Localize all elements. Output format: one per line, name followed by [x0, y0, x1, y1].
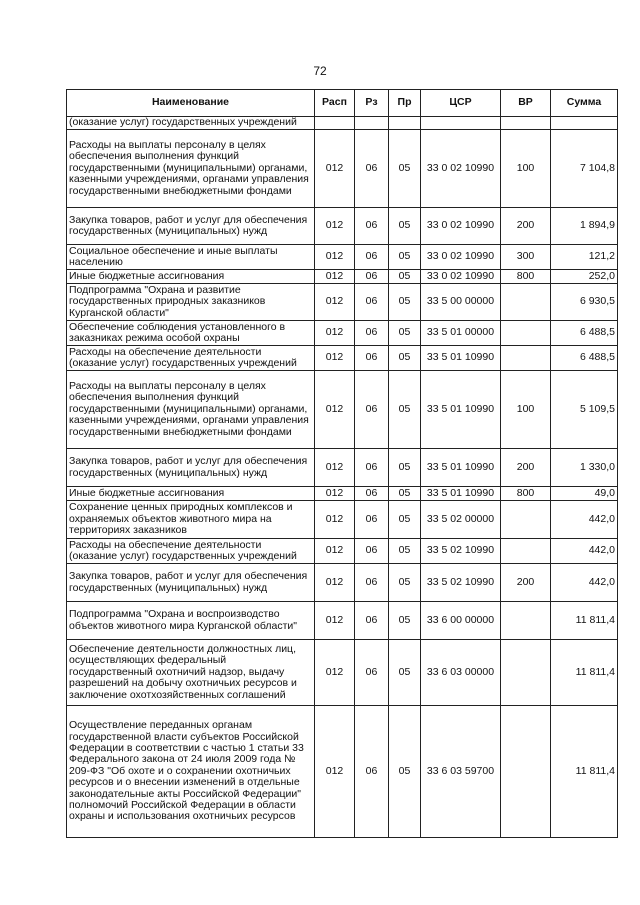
row-pr: 05 — [389, 706, 421, 838]
row-csr: 33 5 01 10990 — [421, 487, 501, 501]
row-rz — [355, 117, 389, 130]
table-row — [67, 501, 618, 539]
row-vr — [501, 284, 551, 321]
row-sum: 11 811,4 — [551, 706, 618, 838]
row-sum: 6 488,5 — [551, 321, 618, 346]
row-csr: 33 6 03 59700 — [421, 706, 501, 838]
row-csr: 33 5 00 00000 — [421, 284, 501, 321]
table-row — [67, 640, 618, 706]
row-sum: 11 811,4 — [551, 640, 618, 706]
table-row — [67, 706, 618, 838]
row-rz: 06 — [355, 321, 389, 346]
table-row — [67, 270, 618, 284]
row-csr: 33 5 01 10990 — [421, 371, 501, 449]
row-name: Сохранение ценных природных комплексов и охраняемых объектов животного мира на территориях заказников — [67, 501, 315, 539]
row-rasp: 012 — [315, 346, 355, 371]
row-rasp: 012 — [315, 208, 355, 245]
row-rasp: 012 — [315, 270, 355, 284]
row-csr: 33 5 01 00000 — [421, 321, 501, 346]
row-vr: 200 — [501, 449, 551, 487]
row-rz: 06 — [355, 602, 389, 640]
row-sum — [551, 117, 618, 130]
row-name: Закупка товаров, работ и услуг для обеспечения государственных (муниципальных) нужд — [67, 208, 315, 245]
row-vr — [501, 640, 551, 706]
row-sum: 1 330,0 — [551, 449, 618, 487]
row-rasp: 012 — [315, 321, 355, 346]
header-csr: ЦСР — [421, 90, 501, 117]
table-row — [67, 449, 618, 487]
row-sum: 11 811,4 — [551, 602, 618, 640]
row-rz: 06 — [355, 371, 389, 449]
row-csr: 33 5 01 10990 — [421, 346, 501, 371]
table-row — [67, 346, 618, 371]
row-sum: 1 894,9 — [551, 208, 618, 245]
row-rasp: 012 — [315, 564, 355, 602]
row-rz: 06 — [355, 346, 389, 371]
row-sum: 252,0 — [551, 270, 618, 284]
row-csr: 33 5 01 10990 — [421, 449, 501, 487]
row-sum: 6 488,5 — [551, 346, 618, 371]
row-vr — [501, 706, 551, 838]
row-rasp: 012 — [315, 501, 355, 539]
row-rz: 06 — [355, 270, 389, 284]
row-pr: 05 — [389, 449, 421, 487]
header-pr: Пр — [389, 90, 421, 117]
row-pr: 05 — [389, 539, 421, 564]
row-name: Обеспечение деятельности должностных лиц, осуществляющих федеральный государственный охотничий надзор, выдачу разрешений на добычу охотничьих ресурсов и заключение охотхозяйственных соглашений — [67, 640, 315, 706]
row-vr: 100 — [501, 371, 551, 449]
row-rz: 06 — [355, 706, 389, 838]
row-csr — [421, 117, 501, 130]
budget-table — [66, 89, 618, 838]
row-rasp: 012 — [315, 602, 355, 640]
row-vr: 100 — [501, 130, 551, 208]
row-rz: 06 — [355, 640, 389, 706]
row-sum: 49,0 — [551, 487, 618, 501]
row-csr: 33 0 02 10990 — [421, 270, 501, 284]
row-rasp: 012 — [315, 245, 355, 270]
row-sum: 121,2 — [551, 245, 618, 270]
row-csr: 33 0 02 10990 — [421, 130, 501, 208]
table-row — [67, 117, 618, 130]
table-row — [67, 208, 618, 245]
table-row — [67, 284, 618, 321]
row-vr — [501, 346, 551, 371]
row-csr: 33 0 02 10990 — [421, 245, 501, 270]
row-sum: 442,0 — [551, 564, 618, 602]
row-pr: 05 — [389, 245, 421, 270]
row-pr: 05 — [389, 371, 421, 449]
row-pr: 05 — [389, 501, 421, 539]
row-csr: 33 5 02 10990 — [421, 564, 501, 602]
row-rasp: 012 — [315, 130, 355, 208]
row-rasp: 012 — [315, 706, 355, 838]
row-sum: 442,0 — [551, 539, 618, 564]
row-vr — [501, 602, 551, 640]
table-row — [67, 539, 618, 564]
row-pr: 05 — [389, 564, 421, 602]
row-vr — [501, 501, 551, 539]
row-rasp: 012 — [315, 539, 355, 564]
row-name: Закупка товаров, работ и услуг для обеспечения государственных (муниципальных) нужд — [67, 449, 315, 487]
table-row — [67, 602, 618, 640]
page-number: 72 — [313, 64, 327, 78]
row-rasp — [315, 117, 355, 130]
row-pr: 05 — [389, 208, 421, 245]
row-sum: 6 930,5 — [551, 284, 618, 321]
row-pr: 05 — [389, 130, 421, 208]
row-rz: 06 — [355, 130, 389, 208]
row-name: (оказание услуг) государственных учреждений — [67, 117, 315, 130]
row-vr: 300 — [501, 245, 551, 270]
row-rasp: 012 — [315, 371, 355, 449]
row-vr: 800 — [501, 270, 551, 284]
header-rasp: Расп — [315, 90, 355, 117]
header-vr: ВР — [501, 90, 551, 117]
row-vr: 200 — [501, 208, 551, 245]
row-name: Иные бюджетные ассигнования — [67, 270, 315, 284]
row-csr: 33 0 02 10990 — [421, 208, 501, 245]
row-pr: 05 — [389, 346, 421, 371]
row-rz: 06 — [355, 208, 389, 245]
row-sum: 5 109,5 — [551, 371, 618, 449]
row-name: Расходы на обеспечение деятельности (оказание услуг) государственных учреждений — [67, 346, 315, 371]
header-name: Наименование — [67, 90, 315, 117]
row-pr: 05 — [389, 270, 421, 284]
row-csr: 33 5 02 10990 — [421, 539, 501, 564]
row-pr — [389, 117, 421, 130]
row-name: Закупка товаров, работ и услуг для обеспечения государственных (муниципальных) нужд — [67, 564, 315, 602]
table-row — [67, 245, 618, 270]
row-rz: 06 — [355, 284, 389, 321]
row-pr: 05 — [389, 284, 421, 321]
row-name: Осуществление переданных органам государственной власти субъектов Российской Федерации в соответствии с частью 1 статьи 33 Федерального закона от 24 июля 2009 года № 209-ФЗ "Об охоте и о сохранении охотничьих ресурсов и о внесении изменений в отдельные законодательные акты Российской Федерации" полномочий Российской Федерации в области охраны и использования охотничьих ресурсов — [67, 706, 315, 838]
row-name: Расходы на выплаты персоналу в целях обеспечения выполнения функций государственными (муниципальными) органами, казенными учреждениями, органами управления государственными внебюджетными фондами — [67, 371, 315, 449]
row-vr — [501, 321, 551, 346]
row-vr — [501, 539, 551, 564]
row-vr — [501, 117, 551, 130]
row-pr: 05 — [389, 487, 421, 501]
row-rz: 06 — [355, 449, 389, 487]
row-vr: 200 — [501, 564, 551, 602]
row-rz: 06 — [355, 501, 389, 539]
row-csr: 33 6 03 00000 — [421, 640, 501, 706]
row-rz: 06 — [355, 245, 389, 270]
row-name: Расходы на выплаты персоналу в целях обеспечения выполнения функций государственными (муниципальными) органами, казенными учреждениями, органами управления государственными внебюджетными фондами — [67, 130, 315, 208]
row-rz: 06 — [355, 539, 389, 564]
row-pr: 05 — [389, 321, 421, 346]
header-sum: Сумма — [551, 90, 618, 117]
table-row — [67, 130, 618, 208]
row-name: Расходы на обеспечение деятельности (оказание услуг) государственных учреждений — [67, 539, 315, 564]
row-name: Подпрограмма "Охрана и развитие государственных природных заказников Курганской области" — [67, 284, 315, 321]
row-rasp: 012 — [315, 284, 355, 321]
row-rz: 06 — [355, 564, 389, 602]
row-name: Иные бюджетные ассигнования — [67, 487, 315, 501]
header-rz: Рз — [355, 90, 389, 117]
table-row — [67, 487, 618, 501]
table-row — [67, 564, 618, 602]
row-pr: 05 — [389, 602, 421, 640]
row-sum: 442,0 — [551, 501, 618, 539]
row-rz: 06 — [355, 487, 389, 501]
row-name: Обеспечение соблюдения установленного в заказниках режима особой охраны — [67, 321, 315, 346]
row-sum: 7 104,8 — [551, 130, 618, 208]
row-pr: 05 — [389, 640, 421, 706]
row-name: Подпрограмма "Охрана и воспроизводство объектов животного мира Курганской области" — [67, 602, 315, 640]
row-rasp: 012 — [315, 487, 355, 501]
row-vr: 800 — [501, 487, 551, 501]
row-csr: 33 5 02 00000 — [421, 501, 501, 539]
row-name: Социальное обеспечение и иные выплаты населению — [67, 245, 315, 270]
table-row — [67, 371, 618, 449]
row-csr: 33 6 00 00000 — [421, 602, 501, 640]
row-rasp: 012 — [315, 449, 355, 487]
table-row — [67, 321, 618, 346]
table-header-row — [67, 90, 618, 117]
row-rasp: 012 — [315, 640, 355, 706]
